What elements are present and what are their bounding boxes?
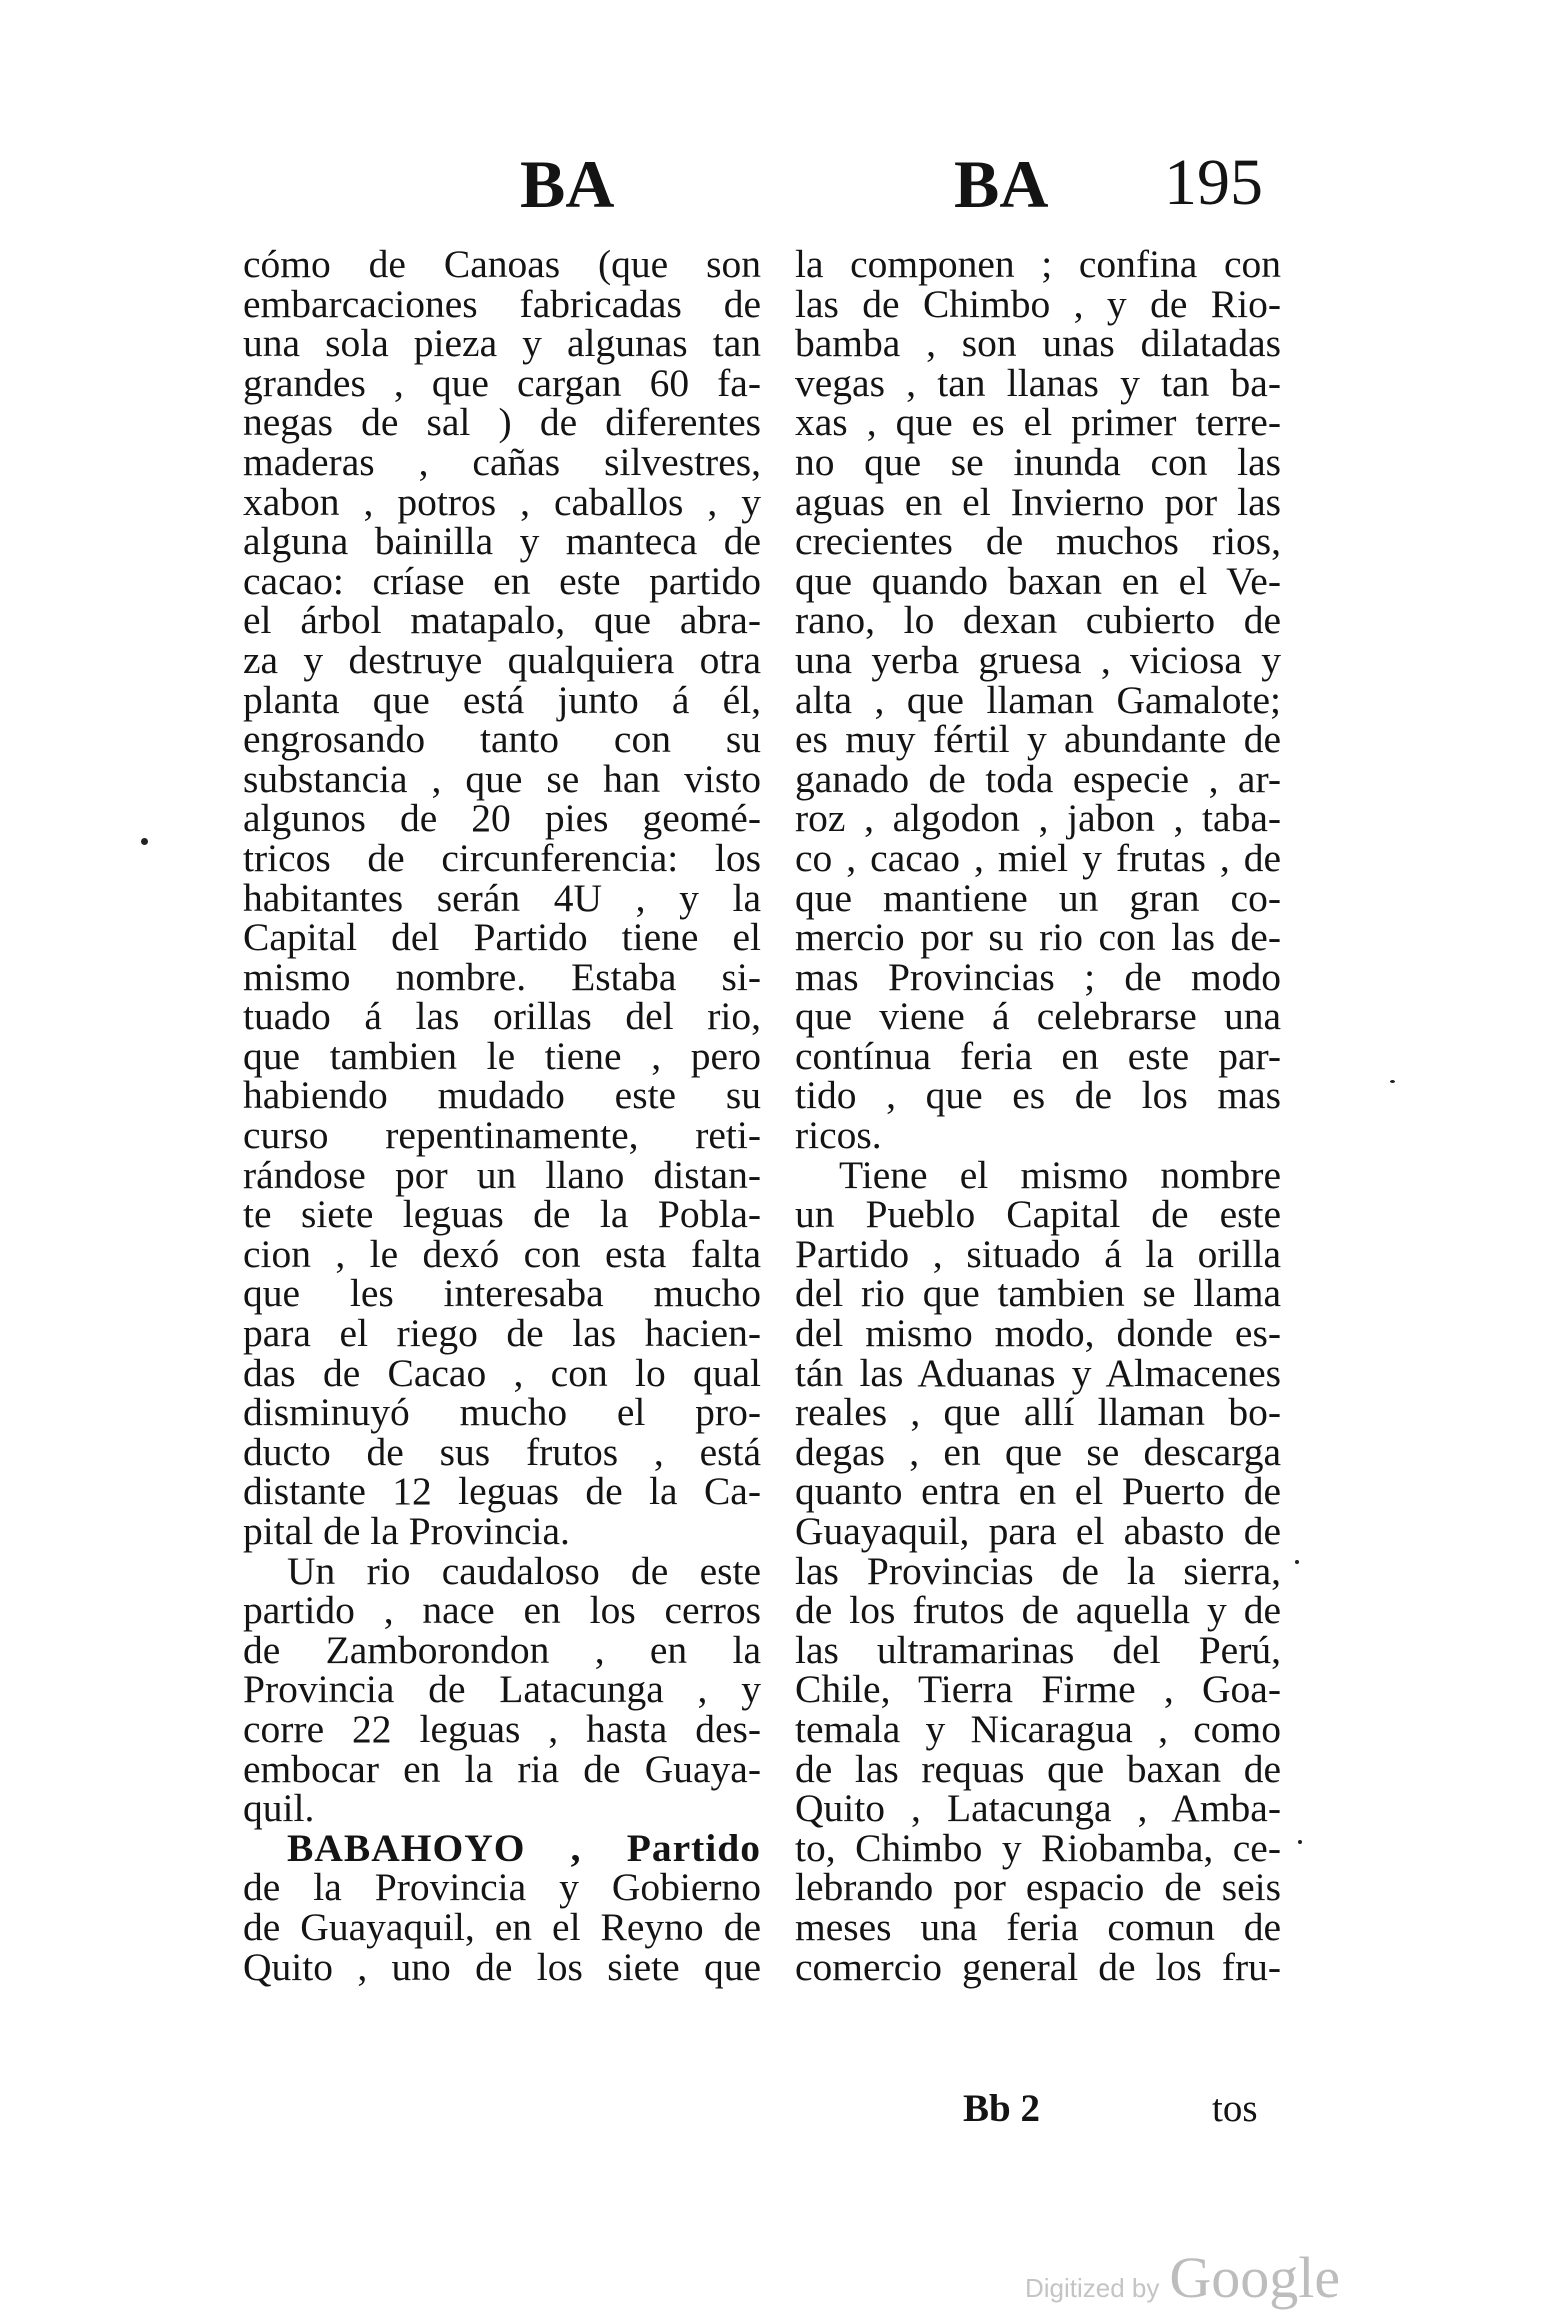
text-line: rándose por un llano distan- — [243, 1152, 761, 1197]
text-line: es muy fértil y abundante de — [795, 717, 1281, 762]
text-line: xas , que es el primer terre- — [795, 400, 1281, 445]
text-line: una yerba gruesa , viciosa y — [795, 637, 1281, 682]
text-line: te siete leguas de la Pobla- — [243, 1192, 761, 1237]
text-line: ducto de sus frutos , está — [243, 1429, 761, 1474]
digitized-watermark — [1025, 2244, 1340, 2311]
signature-mark: Bb 2 — [963, 2087, 1040, 2130]
text-line: aguas en el Invierno por las — [795, 479, 1281, 524]
text-line: de los frutos de aquella y de — [795, 1588, 1281, 1633]
watermark-prefix: Digitized by — [1025, 2273, 1160, 2303]
ink-speck — [1390, 1080, 1395, 1083]
text-line: co , cacao , miel y frutas , de — [795, 835, 1281, 880]
text-line: pital de la Provincia. — [243, 1509, 570, 1553]
text-line: embocar en la ria de Guaya- — [243, 1746, 761, 1791]
text-line: la componen ; confina con — [795, 242, 1281, 286]
text-line: lebrando por espacio de seis — [795, 1865, 1281, 1910]
text-line: el árbol matapalo, que abra- — [243, 598, 761, 643]
text-line: mercio por su rio con las de- — [795, 915, 1281, 960]
text-line: las Provincias de la sierra, — [795, 1548, 1281, 1593]
text-line: roz , algodon , jabon , taba- — [795, 796, 1281, 841]
text-line: que les interesaba mucho — [243, 1271, 761, 1316]
text-line: crecientes de muchos rios, — [795, 519, 1281, 564]
text-line: cacao: críase en este partido — [243, 558, 761, 603]
text-line: engrosando tanto con su — [243, 717, 761, 762]
text-line: mas Provincias ; de modo — [795, 954, 1281, 999]
text-line: reales , que allí llaman bo- — [795, 1390, 1281, 1435]
text-line: Un rio caudaloso de este — [287, 1548, 761, 1593]
text-line: za y destruye qualquiera otra — [243, 637, 761, 682]
text-line: negas de sal ) de diferentes — [243, 400, 761, 445]
text-line: planta que está junto á él, — [243, 677, 761, 722]
ink-speck — [1295, 1560, 1299, 1564]
text-line: quanto entra en el Puerto de — [795, 1469, 1281, 1514]
text-line: de las requas que baxan de — [795, 1746, 1281, 1791]
text-line: degas , en que se descarga — [795, 1429, 1281, 1474]
text-line: disminuyó mucho el pro- — [243, 1390, 761, 1435]
text-line: curso repentinamente, reti- — [243, 1113, 761, 1158]
text-line: un Pueblo Capital de este — [795, 1192, 1281, 1237]
text-line: das de Cacao , con lo qual — [243, 1350, 761, 1395]
watermark-logo: Google — [1169, 2245, 1341, 2310]
text-line: Chile, Tierra Firme , Goa- — [795, 1667, 1281, 1712]
text-line: que viene á celebrarse una — [795, 994, 1281, 1039]
text-line: partido , nace en los cerros — [243, 1588, 761, 1633]
text-line: Quito , uno de los siete que — [243, 1944, 761, 1989]
text-line: cómo de Canoas (que son — [243, 242, 761, 286]
text-line: no que se inunda con las — [795, 439, 1281, 484]
text-line: tán las Aduanas y Almacenes — [795, 1350, 1281, 1395]
text-line: alta , que llaman Gamalote; — [795, 677, 1281, 722]
text-line: rano, lo dexan cubierto de — [795, 598, 1281, 643]
text-line: tricos de circunferencia: los — [243, 835, 761, 880]
text-line: Guayaquil, para el abasto de — [795, 1509, 1281, 1553]
text-line: tuado á las orillas del rio, — [243, 994, 761, 1039]
text-line: vegas , tan llanas y tan ba- — [795, 360, 1281, 405]
text-line: bamba , son unas dilatadas — [795, 321, 1281, 366]
text-line: corre 22 leguas , hasta des- — [243, 1706, 761, 1751]
text-line: quil. — [243, 1786, 315, 1831]
text-line: una sola pieza y algunas tan — [243, 321, 761, 366]
text-line: del mismo modo, donde es- — [795, 1311, 1281, 1356]
text-line: tido , que es de los mas — [795, 1073, 1281, 1118]
text-line: ganado de toda especie , ar- — [795, 756, 1281, 801]
text-line: comercio general de los fru- — [795, 1944, 1281, 1989]
text-line: habiendo mudado este su — [243, 1073, 761, 1118]
page-number: 195 — [1164, 146, 1263, 219]
text-line: del rio que tambien se llama — [795, 1271, 1281, 1316]
text-line: cion , le dexó con esta falta — [243, 1231, 761, 1276]
text-line: habitantes serán 4U , y la — [243, 875, 761, 920]
text-line: meses una feria comun de — [795, 1904, 1281, 1949]
text-line: que tambien le tiene , pero — [243, 1033, 761, 1078]
text-line: temala y Nicaragua , como — [795, 1706, 1281, 1751]
catchword: tos — [1212, 2087, 1258, 2130]
text-line: Capital del Partido tiene el — [243, 915, 761, 960]
text-line: Tiene el mismo nombre — [839, 1152, 1281, 1197]
ink-speck — [1298, 1840, 1302, 1844]
ink-speck — [141, 838, 148, 845]
text-line: contínua feria en este par- — [795, 1033, 1281, 1078]
right-column — [795, 242, 1281, 1989]
text-line: mismo nombre. Estaba si- — [243, 954, 761, 999]
left-column — [243, 242, 761, 1989]
text-line: grandes , que cargan 60 fa- — [243, 360, 761, 405]
text-line: de Guayaquil, en el Reyno de — [243, 1904, 761, 1949]
text-line: Partido , situado á la orilla — [795, 1231, 1281, 1276]
text-line: alguna bainilla y manteca de — [243, 519, 761, 564]
text-line: substancia , que se han visto — [243, 756, 761, 801]
text-line: to, Chimbo y Riobamba, ce- — [795, 1825, 1281, 1870]
text-line: las de Chimbo , y de Rio- — [795, 281, 1281, 326]
running-head-right: BA — [954, 146, 1049, 222]
text-line: embarcaciones fabricadas de — [243, 281, 761, 326]
text-line: Quito , Latacunga , Amba- — [795, 1786, 1281, 1831]
text-line: Provincia de Latacunga , y — [243, 1667, 761, 1712]
text-line: distante 12 leguas de la Ca- — [243, 1469, 761, 1514]
text-line: algunos de 20 pies geomé- — [243, 796, 761, 841]
text-line: maderas , cañas silvestres, — [243, 439, 761, 484]
text-line: que mantiene un gran co- — [795, 875, 1281, 920]
entry-headword-line: BABAHOYO , Partido — [287, 1825, 761, 1870]
text-line: que quando baxan en el Ve- — [795, 558, 1281, 603]
text-line: para el riego de las hacien- — [243, 1311, 761, 1356]
text-line: ricos. — [795, 1113, 882, 1158]
text-line: xabon , potros , caballos , y — [243, 479, 761, 524]
running-head-left: BA — [520, 146, 615, 222]
text-line: las ultramarinas del Perú, — [795, 1627, 1281, 1672]
text-line: de la Provincia y Gobierno — [243, 1865, 761, 1910]
text-line: de Zamborondon , en la — [243, 1627, 761, 1672]
